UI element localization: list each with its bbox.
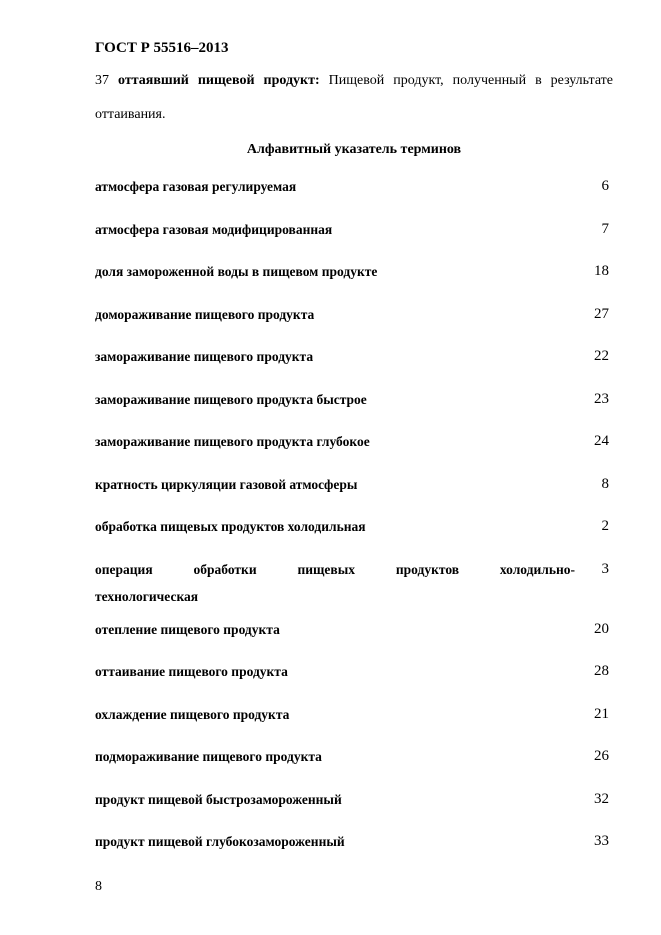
index-number: 27 xyxy=(594,305,609,322)
index-term: подмораживание пищевого продукта xyxy=(95,749,322,764)
index-term: атмосфера газовая модифицированная xyxy=(95,221,333,237)
index-term: охлаждение пищевого продукта xyxy=(95,706,290,722)
index-number: 18 xyxy=(594,263,609,279)
index-number: 21 xyxy=(594,705,609,722)
index-number: 8 xyxy=(601,475,609,492)
index-title: Алфавитный указатель терминов xyxy=(246,142,462,157)
index-term: замораживание пищевого продукта глубокое xyxy=(95,434,370,449)
index-row xyxy=(95,221,613,264)
index-number: 6 xyxy=(601,178,609,194)
index-row xyxy=(95,621,613,664)
index-term: продукт пищевой быстрозамороженный xyxy=(95,791,342,807)
index-row xyxy=(95,561,613,621)
term-definition-text: Пищевой продукт, полученный в результате оттаивания. xyxy=(95,73,613,122)
index-term: доля замороженной воды в пищевом продукте xyxy=(95,264,378,279)
index-row xyxy=(95,391,613,434)
index-row xyxy=(95,833,613,876)
index-row xyxy=(95,791,613,834)
index-number: 24 xyxy=(594,433,609,449)
index-term-line-1: операция обработки пищевых продуктов холодильно- xyxy=(95,561,575,577)
term-number: 37 xyxy=(95,73,109,88)
index-number: 3 xyxy=(601,560,609,577)
index-term: домораживание пищевого продукта xyxy=(95,306,315,322)
term-index xyxy=(95,178,613,876)
index-number: 2 xyxy=(601,518,609,534)
index-row xyxy=(95,663,613,706)
index-number: 23 xyxy=(594,390,609,407)
index-term: оттаивание пищевого продукта xyxy=(95,664,288,679)
index-number: 20 xyxy=(594,620,609,637)
index-row xyxy=(95,433,613,476)
index-row xyxy=(95,306,613,349)
index-number: 33 xyxy=(594,833,609,849)
index-row xyxy=(95,706,613,749)
index-term: атмосфера газовая регулируемая xyxy=(95,179,297,194)
index-row xyxy=(95,748,613,791)
index-row xyxy=(95,178,613,221)
index-number: 32 xyxy=(594,790,609,807)
index-term: продукт пищевой глубокозамороженный xyxy=(95,834,345,849)
index-term xyxy=(95,561,575,605)
index-number: 22 xyxy=(594,348,609,364)
index-number: 28 xyxy=(594,663,609,679)
index-row xyxy=(95,348,613,391)
index-term: кратность циркуляции газовой атмосферы xyxy=(95,476,358,492)
document-header: ГОСТ Р 55516–2013 xyxy=(95,40,229,56)
index-row xyxy=(95,518,613,561)
index-term: замораживание пищевого продукта xyxy=(95,349,314,364)
index-term-line-2: технологическая xyxy=(95,588,199,604)
index-row xyxy=(95,263,613,306)
term-name: оттаявший пищевой продукт: xyxy=(118,73,320,88)
index-term: отепление пищевого продукта xyxy=(95,621,280,637)
index-row xyxy=(95,476,613,519)
page-number: 8 xyxy=(95,879,102,894)
index-number: 7 xyxy=(601,220,609,237)
index-term: замораживание пищевого продукта быстрое xyxy=(95,391,367,407)
index-term: обработка пищевых продуктов холодильная xyxy=(95,519,366,534)
index-number: 26 xyxy=(594,748,609,764)
term-definition-37 xyxy=(95,64,613,132)
